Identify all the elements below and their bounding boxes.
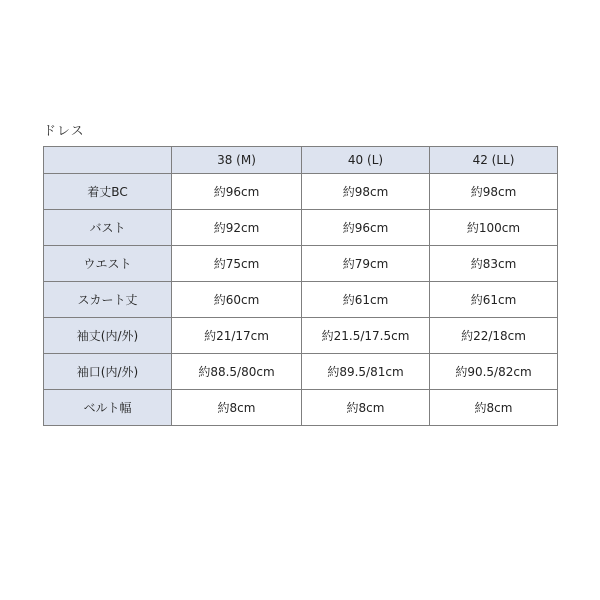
row-label: ベルト幅 [44,390,172,426]
table-cell: 約98cm [302,174,430,210]
row-label: ウエスト [44,246,172,282]
table-cell: 約89.5/81cm [302,354,430,390]
column-header-ll: 42 (LL) [430,147,558,174]
table-row [44,174,558,210]
table-cell: 約90.5/82cm [430,354,558,390]
table-cell: 約21/17cm [172,318,302,354]
table-cell: 約98cm [430,174,558,210]
table-row [44,318,558,354]
table-cell: 約75cm [172,246,302,282]
table-caption: ドレス [43,124,85,139]
column-header-l: 40 (L) [302,147,430,174]
table-cell: 約100cm [430,210,558,246]
table-row [44,354,558,390]
corner-cell [44,147,172,174]
table-row [44,246,558,282]
table-row [44,390,558,426]
column-header-m: 38 (M) [172,147,302,174]
row-label: 袖口(内/外) [44,354,172,390]
size-table [43,146,558,426]
table-cell: 約83cm [430,246,558,282]
table-cell: 約96cm [302,210,430,246]
table-row [44,210,558,246]
table-cell: 約88.5/80cm [172,354,302,390]
table-cell: 約96cm [172,174,302,210]
row-label: スカート丈 [44,282,172,318]
table-cell: 約60cm [172,282,302,318]
table-cell: 約79cm [302,246,430,282]
row-label: 袖丈(内/外) [44,318,172,354]
table-row [44,282,558,318]
table-cell: 約92cm [172,210,302,246]
table-cell: 約8cm [302,390,430,426]
table-cell: 約21.5/17.5cm [302,318,430,354]
row-label: バスト [44,210,172,246]
table-cell: 約22/18cm [430,318,558,354]
row-label: 着丈BC [44,174,172,210]
table-cell: 約61cm [302,282,430,318]
header-row [44,147,558,174]
table-cell: 約8cm [172,390,302,426]
table-cell: 約61cm [430,282,558,318]
table-cell: 約8cm [430,390,558,426]
